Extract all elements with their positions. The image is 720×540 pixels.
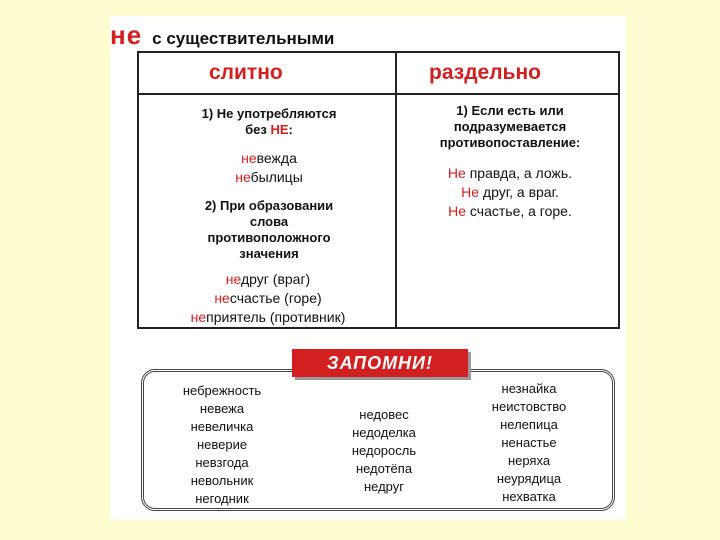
title-rest: с существительными — [152, 29, 335, 48]
remember-word: недоделка — [352, 425, 416, 440]
header-divider — [139, 93, 618, 95]
title-ne: не — [110, 20, 143, 50]
example-rest: правда, а ложь. — [465, 165, 573, 181]
left-rule-2-line: значения — [239, 246, 299, 261]
example-line — [143, 289, 393, 308]
example-prefix: не — [225, 271, 241, 287]
remember-banner: ЗАПОМНИ! — [292, 349, 468, 377]
remember-column-2 — [324, 406, 444, 496]
right-rule-1-line: подразумевается — [453, 119, 567, 134]
rules-table — [137, 51, 620, 329]
example-rest: друг, а враг. — [479, 184, 559, 200]
remember-word: недоросль — [351, 443, 417, 458]
remember-column-3 — [464, 380, 594, 506]
remember-column-1 — [162, 382, 282, 508]
header-separately: раздельно — [429, 61, 541, 84]
example-line — [143, 270, 393, 289]
right-rule-1-line: противопоставление: — [439, 135, 581, 150]
remember-word: невеличка — [190, 419, 254, 434]
remember-word: неверие — [196, 437, 248, 452]
remember-word: неурядица — [496, 471, 562, 486]
left-examples-1 — [149, 149, 389, 187]
remember-box — [141, 369, 615, 511]
remember-word: ненастье — [501, 435, 557, 450]
column-divider — [395, 53, 397, 327]
remember-word: невзгода — [195, 455, 249, 470]
example-line — [149, 168, 389, 187]
remember-word: нелепица — [500, 417, 558, 432]
left-rule-1-line2 — [149, 122, 389, 138]
page-title — [110, 20, 530, 51]
example-rest: приятель (противник) — [206, 309, 346, 325]
example-line — [149, 149, 389, 168]
remember-word: негодник — [195, 491, 249, 506]
example-line — [403, 164, 617, 183]
right-examples — [403, 164, 617, 221]
left-rule-2-line: противоположного — [207, 230, 331, 245]
example-prefix: Не — [461, 184, 480, 200]
left-rule-1-ne: НЕ — [270, 122, 289, 137]
remember-word: невежа — [199, 401, 245, 416]
example-rest: былицы — [250, 169, 303, 185]
example-prefix: Не — [447, 165, 466, 181]
example-rest: счастье, а горе. — [466, 203, 572, 219]
left-rule-1-post: : — [288, 122, 293, 137]
example-prefix: не — [214, 290, 230, 306]
right-rule-1 — [403, 103, 617, 151]
left-rule-2-line: 2) При образовании — [204, 198, 334, 213]
example-rest: вежда — [256, 150, 297, 166]
remember-word: нехватка — [502, 489, 556, 504]
remember-word: незнайка — [501, 381, 557, 396]
example-rest: счастье (горе) — [229, 290, 322, 306]
remember-word: неряха — [507, 453, 551, 468]
example-line — [403, 202, 617, 221]
example-prefix: не — [235, 169, 251, 185]
left-rule-1-pre: без — [245, 122, 271, 137]
remember-word: невольник — [190, 473, 254, 488]
left-rule-1-line1: 1) Не употребляются — [201, 106, 337, 121]
header-together: слитно — [209, 61, 283, 84]
left-rule-2 — [149, 198, 389, 262]
example-prefix: Не — [448, 203, 467, 219]
left-rule-1 — [149, 106, 389, 138]
remember-word: недруг — [363, 479, 405, 494]
remember-word: небрежность — [182, 383, 262, 398]
example-prefix: не — [190, 309, 207, 325]
right-rule-1-line: 1) Если есть или — [456, 103, 564, 118]
example-rest: друг (враг) — [240, 271, 311, 287]
left-rule-2-line: слова — [249, 214, 289, 229]
example-line — [143, 308, 393, 327]
remember-word: недотёпа — [355, 461, 413, 476]
example-prefix: не — [241, 150, 257, 166]
example-line — [403, 183, 617, 202]
remember-word: неистовство — [491, 399, 567, 414]
left-examples-2 — [143, 270, 393, 327]
remember-word: недовес — [359, 407, 409, 422]
